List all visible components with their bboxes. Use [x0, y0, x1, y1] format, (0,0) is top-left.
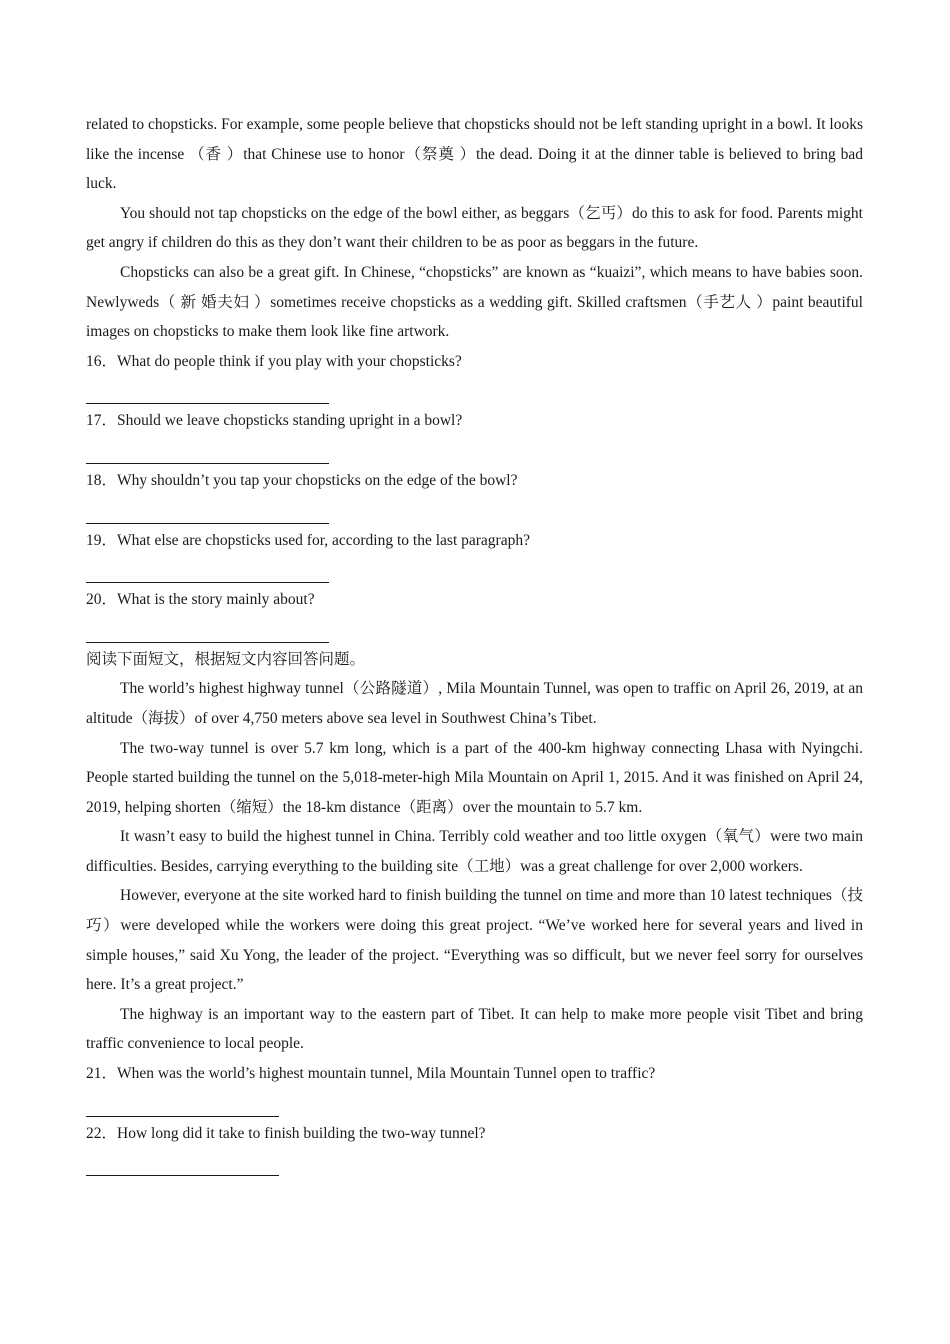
answer-blank-22[interactable] [86, 1148, 863, 1178]
question-17: 17．Should we leave chopsticks standing upright in a bowl? [86, 412, 463, 430]
question-18: 18．Why shouldn’t you tap your chopsticks on the edge of the bowl? [86, 471, 518, 489]
passage2-paragraph-4: However, everyone at the site worked hard to finish building the tunnel on time and more than 10 latest techniques（技巧）were developed while the workers were doing this great project. “We’ve worked here for several years and lived in simple houses,” said Xu Yong, the leader of the project. “Everything was so difficult, but we never feel sorry for ourselves here. It’s a great project.” [86, 887, 863, 994]
question-21: 21．When was the world’s highest mountain tunnel, Mila Mountain Tunnel open to traffic? [86, 1065, 656, 1083]
passage1-paragraph-2: You should not tap chopsticks on the edge of the bowl either, as beggars（乞丐）do this to ask for food. Parents might get angry if children do this as they don’t want their children to be as poor as beggars in the future. [86, 204, 863, 252]
question-19: 19．What else are chopsticks used for, according to the last paragraph? [86, 531, 530, 549]
passage1-paragraph-1: related to chopsticks. For example, some people believe that chopsticks should not be left standing upright in a bowl. It looks like the incense （香 ）that Chinese use to honor（祭奠 ）the dead. Doing it at the dinner table is believed to bring bad luck. [86, 116, 863, 193]
passage2-paragraph-2: The two-way tunnel is over 5.7 km long, which is a part of the 400-km highway connecting Lhasa with Nyingchi. People started building the tunnel on the 5,018-meter-high Mila Mountain on April 1, 2015. And it was finished on April 24, 2019, helping shorten（缩短）the 18-km distance（距离）over the mountain to 5.7 km. [86, 739, 863, 816]
answer-blank-19[interactable] [86, 555, 863, 585]
section-instruction: 阅读下面短文，根据短文内容回答问题。 [86, 650, 366, 668]
answer-blank-16[interactable] [86, 376, 863, 406]
passage2-paragraph-3: It wasn’t easy to build the highest tunnel in China. Terribly cold weather and too little oxygen（氧气）were two main difficulties. Besides, carrying everything to the building site（工地）was a great challenge for over 2,000 workers. [86, 828, 863, 875]
passage2-paragraph-1: The world’s highest highway tunnel（公路隧道）, Mila Mountain Tunnel, was open to traffic on April 26, 2019, at an altitude（海拔）of over 4,750 meters above sea level in Southwest China’s Tibet. [86, 680, 863, 727]
answer-blank-18[interactable] [86, 496, 863, 526]
question-20: 20．What is the story mainly about? [86, 591, 315, 609]
document-page [86, 110, 863, 1178]
passage1-paragraph-3: Chopsticks can also be a great gift. In Chinese, “chopsticks” are known as “kuaizi”, which means to have babies soon. Newlyweds（ 新 婚夫妇 ）sometimes receive chopsticks as a wedding gift. Skilled craftsmen（手艺人 ）paint beautiful images on chopsticks to make them look like fine artwork. [86, 263, 863, 341]
question-16: 16．What do people think if you play with your chopsticks? [86, 352, 462, 370]
question-22: 22．How long did it take to finish building the two-way tunnel? [86, 1124, 486, 1142]
passage2-paragraph-5: The highway is an important way to the eastern part of Tibet. It can help to make more people visit Tibet and bring traffic convenience to local people. [86, 1005, 863, 1053]
answer-blank-20[interactable] [86, 615, 863, 645]
answer-blank-21[interactable] [86, 1089, 863, 1119]
answer-blank-17[interactable] [86, 436, 863, 466]
